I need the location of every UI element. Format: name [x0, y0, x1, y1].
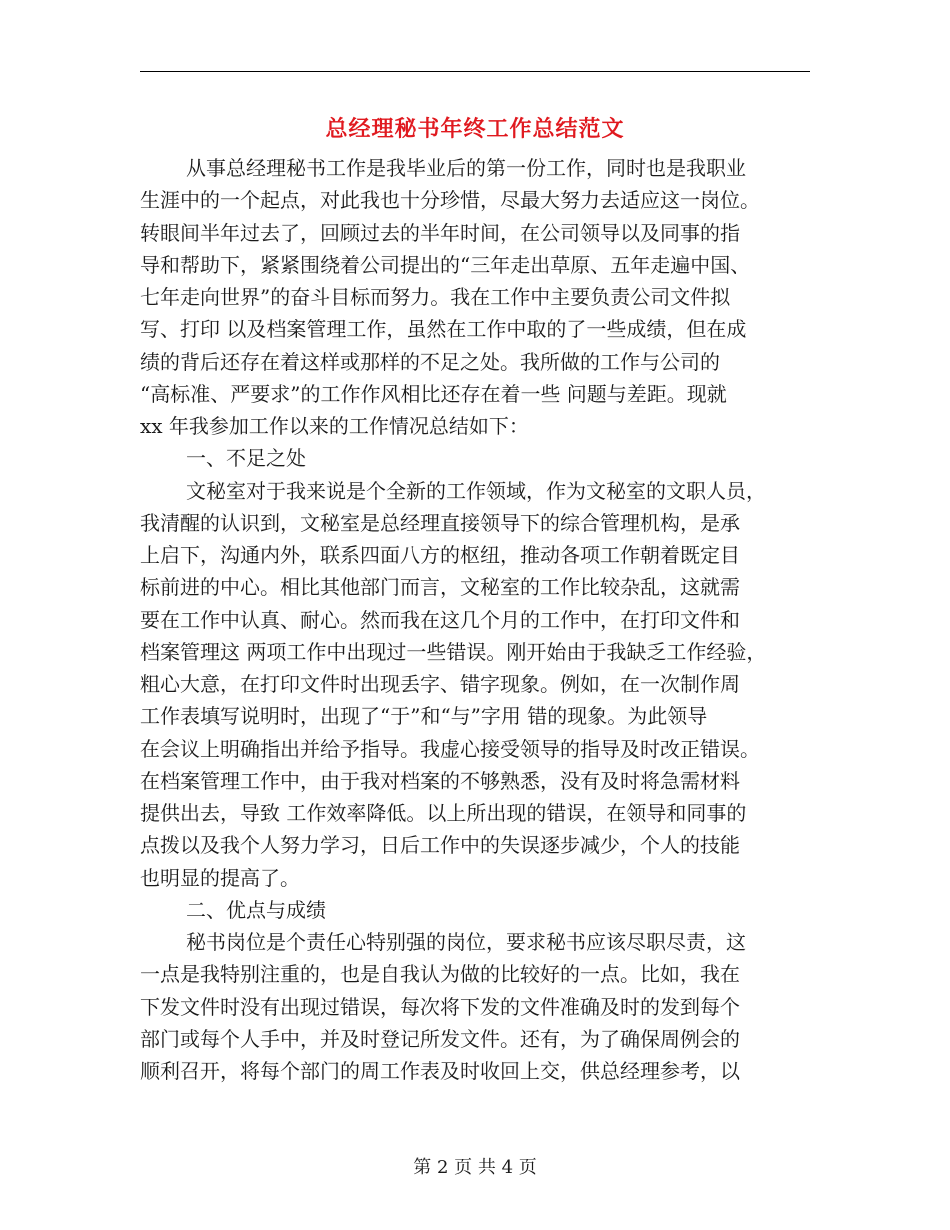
paragraph-line: 生涯中的一个起点，对此我也十分珍惜，尽最大努力去适应这一岗位。: [140, 188, 760, 213]
paragraph-line: 转眼间半年过去了，回顾过去的半年时间，在公司领导以及同事的指: [140, 220, 740, 245]
paragraph-line: 绩的背后还存在着这样或那样的不足之处。我所做的工作与公司的: [140, 349, 720, 374]
paragraph-line: 档案管理这 两项工作中出现过一些错误。刚开始由于我缺乏工作经验，: [140, 639, 767, 664]
section-heading: 一、不足之处: [186, 446, 306, 471]
paragraph-line: 七年走向世界”的奋斗目标而努力。我在工作中主要负责公司文件拟: [140, 285, 731, 309]
paragraph-line: 从事总经理秘书工作是我毕业后的第一份工作，同时也是我职业: [186, 156, 746, 180]
paragraph-line: 顺利召开，将每个部门的周工作表及时收回上交，供总经理参考，以: [140, 1059, 740, 1083]
paragraph-line: 提供出去，导致 工作效率降低。以上所出现的错误，在领导和同事的: [140, 801, 747, 825]
paragraph-line: 下发文件时没有出现过错误，每次将下发的文件准确及时的发到每个: [140, 994, 740, 1019]
paragraph-line: 要在工作中认真、耐心。然而我在这几个月的工作中，在打印文件和: [140, 607, 740, 632]
paragraph-line: 也明显的提高了。: [140, 865, 300, 890]
document-title: 总经理秘书年终工作总结范文: [325, 116, 625, 142]
document-body: [140, 152, 810, 1087]
paragraph-line: 在档案管理工作中，由于我对档案的不够熟悉，没有及时将急需材料: [140, 768, 740, 793]
paragraph-line: 秘书岗位是个责任心特别强的岗位，要求秘书应该尽职尽责，这: [186, 930, 746, 954]
header-rule: [140, 71, 810, 72]
paragraph-line: xx 年我参加工作以来的工作情况总结如下：: [140, 414, 529, 438]
paragraph-line: 点拨以及我个人努力学习，日后工作中的失误逐步减少，个人的技能: [140, 833, 740, 858]
paragraph-line: 上启下，沟通内外，联系四面八方的枢纽，推动各项工作朝着既定目: [140, 543, 740, 567]
paragraph-line: 我清醒的认识到，文秘室是总经理直接领导下的综合管理机构，是承: [140, 510, 740, 535]
paragraph-line: 在会议上明确指出并给予指导。我虚心接受领导的指导及时改正错误。: [140, 736, 760, 761]
paragraph-line: 粗心大意，在打印文件时出现丢字、错字现象。例如，在一次制作周: [140, 672, 740, 696]
paragraph-line: 部门或每个人手中，并及时登记所发文件。还有，为了确保周例会的: [140, 1026, 740, 1051]
paragraph-line: 一点是我特别注重的，也是自我认为做的比较好的一点。比如，我在: [140, 962, 740, 987]
page-footer: 第 2 页 共 4 页: [413, 1157, 537, 1178]
paragraph-line: 导和帮助下，紧紧围绕着公司提出的“三年走出草原、五年走遍中国、: [140, 252, 751, 277]
section-heading: 二、优点与成绩: [186, 897, 326, 922]
paragraph-line: 工作表填写说明时，出现了“于”和“与”字用 错的现象。为此领导: [140, 704, 708, 729]
paragraph-line: 写、打印 以及档案管理工作，虽然在工作中取的了一些成绩，但在成: [140, 317, 747, 342]
paragraph-line: “高标准、严要求”的工作作风相比还存在着一些 问题与差距。现就: [140, 381, 727, 406]
paragraph-line: 标前进的中心。相比其他部门而言，文秘室的工作比较杂乱，这就需: [140, 575, 740, 600]
paragraph-line: 文秘室对于我来说是个全新的工作领域，作为文秘室的文职人员，: [186, 478, 766, 503]
